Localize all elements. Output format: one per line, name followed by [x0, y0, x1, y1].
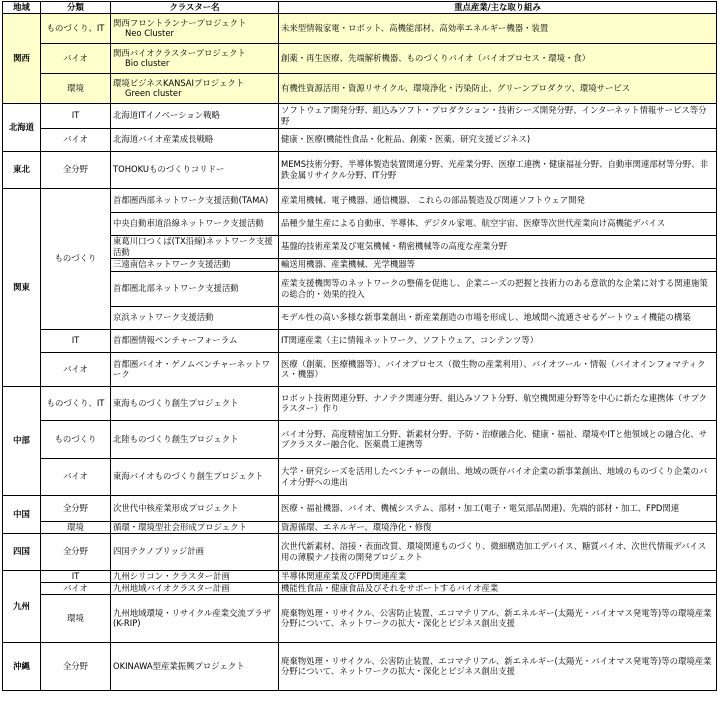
focus-cell: ロボット技術関連分野、ナノテク関連分野、組込みソフト分野、航空機関連分野等を中心に新たな連携体（サプクラスター）作り: [279, 386, 717, 420]
cluster-name-cell: [111, 13, 279, 43]
focus-cell: 基盤的技術産業及び電気機械・精密機械等の高度な産業分野: [279, 235, 717, 258]
focus-cell: ソフトウェア開発分野、組込みソフト・プロダクション・技術シーズ開発分野、インターネット情報サービス等分野: [279, 103, 717, 128]
category-cell: 全分野: [41, 151, 111, 188]
cluster-name-cell: 首都圏バイオ・ゲノムベンチャーネットワーク: [111, 352, 279, 386]
region-kanto: 関東: [3, 188, 41, 386]
category-cell: 環境: [41, 521, 111, 533]
region-okinawa: 沖縄: [3, 642, 41, 690]
cluster-name-cell: 東葛川口つくば(TX沿線)ネットワーク支援活動: [111, 235, 279, 258]
category-cell: 全分野: [41, 533, 111, 570]
table-row: [3, 306, 717, 329]
cluster-name-cell: 東海ものづくり創生プロジェクト: [111, 386, 279, 420]
cluster-name-cell: 九州シリコン・クラスター計画: [111, 570, 279, 582]
table-row: [3, 43, 717, 73]
cluster-name-cell: [111, 73, 279, 103]
table-row: [3, 258, 717, 271]
cluster-name-cell: 首都圏西部ネットワーク支援活動(TAMA): [111, 188, 279, 212]
focus-cell: 廃棄物処理・リサイクル、公害防止装置、エコマテリアル、新エネルギー(太陽光・バイオマス発電等)等の環境産業分野について、ネットワークの拡大・深化とビジネス創出支援: [279, 594, 717, 642]
focus-cell: 健康・医療(機能性食品・化粧品、創薬・医薬、研究支援ビジネス): [279, 128, 717, 151]
table-row: [3, 271, 717, 306]
cluster-name-cell: 首都圏北部ネットワーク支援活動: [111, 271, 279, 306]
category-cell: 全分野: [41, 642, 111, 690]
table-row: [3, 594, 717, 642]
cluster-name-note: Bio cluster: [125, 58, 170, 69]
category-cell: バイオ: [41, 352, 111, 386]
cluster-name-cell: 中央自動車道沿線ネットワーク支援活動: [111, 212, 279, 235]
table-row: [3, 188, 717, 212]
cluster-name-cell: 北海道ITイノベーション戦略: [111, 103, 279, 128]
region-chugoku: 中国: [3, 495, 41, 533]
region-hokkaido: 北海道: [3, 103, 41, 151]
category-cell: バイオ: [41, 128, 111, 151]
table-header-row: [3, 2, 717, 14]
table-row: [3, 128, 717, 151]
table-row: [3, 570, 717, 582]
region-kansai: 関西: [3, 13, 41, 103]
region-shikoku: 四国: [3, 533, 41, 570]
cluster-name-cell: 京浜ネットワーク支援活動: [111, 306, 279, 329]
table-row: [3, 386, 717, 420]
cluster-name-cell: 循環・環境型社会形成プロジェクト: [111, 521, 279, 533]
cluster-name-cell: [111, 43, 279, 73]
category-cell: ものづくり、IT: [41, 386, 111, 420]
table-row: [3, 495, 717, 521]
focus-cell: 産業支援機関等のネットワークの整備を促進し、企業ニーズの把握と技術力のある意欲的な企業に対する関連施策の総合的・効果的投入: [279, 271, 717, 306]
category-cell: IT: [41, 103, 111, 128]
cluster-name-cell: TOHOKUものづくりコリドー: [111, 151, 279, 188]
focus-cell: 産業用機械、電子機器、通信機器、 これらの部品製造及び関連ソフトウェア開発: [279, 188, 717, 212]
cluster-name-note: Green cluster: [125, 88, 182, 99]
focus-cell: 半導体関連産業及びFPD関連産業: [279, 570, 717, 582]
focus-cell: 大学・研究シーズを活用したベンチャーの創出、地域の既存バイオ企業の新事業創出、地域のものづくり企業のバイオ分野への進出: [279, 458, 717, 495]
header-focus: 重点産業/主な取り組み: [279, 2, 717, 14]
table-row: [3, 329, 717, 352]
category-cell: ものづくり、IT: [41, 13, 111, 43]
focus-cell: 医療・福祉機器、バイオ、機械システム、部材・加工(電子・電気部品関連)、先端的部材・加工、FPD関連: [279, 495, 717, 521]
category-cell: バイオ: [41, 458, 111, 495]
table-row: [3, 420, 717, 458]
category-cell: 環境: [41, 594, 111, 642]
category-cell: 全分野: [41, 495, 111, 521]
focus-cell: 機能性食品・健康食品及びそれをサポートするバイオ産業: [279, 582, 717, 594]
focus-cell: モデル性の高い多様な新事業創出・新産業創造の市場を形成し、地域間へ流通させるゲートウェイ機能の構築: [279, 306, 717, 329]
category-cell: バイオ: [41, 43, 111, 73]
category-cell: 環境: [41, 73, 111, 103]
table-row: [3, 533, 717, 570]
focus-cell: 医療（創薬、医療機器等）、バイオプロセス（微生物の産業利用）、バイオツール・情報（バイオインフォマティクス・機器）: [279, 352, 717, 386]
cluster-name: 環境ビジネスKANSAIプロジェクト: [113, 77, 245, 88]
category-cell: ものづくり: [41, 188, 111, 329]
cluster-name-cell: OKINAWA型産業振興プロジェクト: [111, 642, 279, 690]
region-chubu: 中部: [3, 386, 41, 495]
cluster-name-cell: 北陸ものづくり創生プロジェクト: [111, 420, 279, 458]
focus-cell: 資源循環、エネルギー、環境浄化・修復: [279, 521, 717, 533]
cluster-name-cell: 九州地域バイオクラスター計画: [111, 582, 279, 594]
focus-cell: IT関連産業（主に情報ネットワーク、ソフトウェア、コンテンツ等）: [279, 329, 717, 352]
table-row: [3, 458, 717, 495]
table-row: [3, 13, 717, 43]
focus-cell: 廃棄物処理・リサイクル、公害防止装置、エコマテリアル、新エネルギー(太陽光・バイオマス発電等)等の環境産業分野について、ネットワークの拡大・深化とビジネス創出支援: [279, 642, 717, 690]
cluster-name: 関西バイオクラスタープロジェクト: [113, 47, 246, 58]
focus-cell: バイオ分野、高度精密加工分野、新素材分野、予防・治療融合化、健康・福祉、環境やITと他領域との融合化、サブクラスター融合化、医薬農工連携等: [279, 420, 717, 458]
cluster-name-note: Neo Cluster: [125, 28, 174, 39]
cluster-name: 関西フロントランナープロジェクト: [113, 17, 247, 28]
table-row: [3, 103, 717, 128]
table-row: [3, 212, 717, 235]
table-row: [3, 235, 717, 258]
header-region: 地域: [3, 2, 41, 14]
table-row: [3, 521, 717, 533]
cluster-table: [2, 1, 717, 691]
cluster-name-cell: 首都圏情報ベンチャーフォーラム: [111, 329, 279, 352]
focus-cell: 未来型情報家電・ロボット、高機能部材、高効率エネルギー機器・装置: [279, 13, 717, 43]
cluster-name-cell: 四国テクノブリッジ計画: [111, 533, 279, 570]
table-row: [3, 151, 717, 188]
cluster-name-cell: 東海バイオものづくり創生プロジェクト: [111, 458, 279, 495]
focus-cell: 次世代新素材、溶接・表面改質、環境関連ものづくり、微細構造加工デバイス、糖質バイオ、次世代情報デバイス用の薄膜ナノ技術の開発プロジェクト: [279, 533, 717, 570]
focus-cell: 品種少量生産による自動車、半導体、デジタル家電、航空宇宙、医療等次世代産業向け高機能デバイス: [279, 212, 717, 235]
table-row: [3, 582, 717, 594]
category-cell: ものづくり: [41, 420, 111, 458]
cluster-name-cell: 九州地域環境・リサイクル産業交流プラザ(K-RIP): [111, 594, 279, 642]
header-category: 分類: [41, 2, 111, 14]
header-cluster: クラスター名: [111, 2, 279, 14]
cluster-name-cell: 三遠南信ネットワーク支援活動: [111, 258, 279, 271]
cluster-name-cell: 次世代中核産業形成プロジェクト: [111, 495, 279, 521]
region-kyushu: 九州: [3, 570, 41, 642]
category-cell: IT: [41, 570, 111, 582]
focus-cell: 有機性資源活用・資源リサイクル、環境浄化・汚染防止、グリーンプロダクツ、環境サービス: [279, 73, 717, 103]
table-row: [3, 642, 717, 690]
category-cell: バイオ: [41, 582, 111, 594]
focus-cell: 創薬・再生医療、先端解析機器、ものづくりバイオ（バイオプロセス・環境・食）: [279, 43, 717, 73]
region-tohoku: 東北: [3, 151, 41, 188]
focus-cell: 輸送用機器、産業機械、光学機器等: [279, 258, 717, 271]
cluster-name-cell: 北海道バイオ産業成長戦略: [111, 128, 279, 151]
focus-cell: MEMS技術分野、半導体製造装置関連分野、光産業分野、医療工連携・健康福祉分野、自動車関連部材等分野、非鉄金属リサイクル分野、IT分野: [279, 151, 717, 188]
category-cell: IT: [41, 329, 111, 352]
table-row: [3, 352, 717, 386]
table-row: [3, 73, 717, 103]
